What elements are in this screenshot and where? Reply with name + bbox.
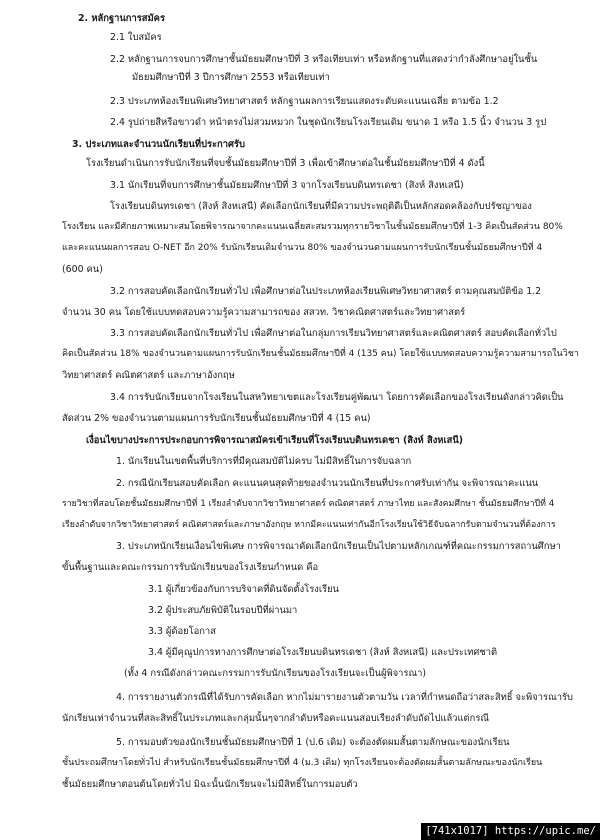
paragraph-line: จำนวน 30 คน โดยใช้แบบทดสอบความรู้ความสามารถของ สสวท. วิชาคณิตศาสตร์และวิทยาศาสตร์ bbox=[62, 307, 466, 318]
paragraph-line: (600 คน) bbox=[62, 264, 103, 275]
paragraph-line: โรงเรียน และมีศักยภาพเหมาะสมโดยพิจารณาจากคะแนนเฉลี่ยสะสมรวมทุกรายวิชาในชั้นมัธยมศึกษาปีที่ 1-3 คิดเป็นสัดส่วน 80% bbox=[62, 222, 563, 232]
list-item: 3.4 ผู้มีคุณูปการทางการศึกษาต่อโรงเรียนบดินทรเดชา (สิงห์ สิงหเสนี) และประเทศชาติ bbox=[148, 647, 498, 658]
list-item: 3.3 ผู้ด้อยโอกาส bbox=[148, 626, 216, 637]
paragraph-line: และคะแนนผลการสอบ O-NET อีก 20% รับนักเรียนเดิมจำนวน 80% ของจำนวนตามแผนการรับนักเรียนชั้นมัธยมศึกษาปีที่ 4 bbox=[62, 243, 543, 253]
paragraph-line: เรียงลำดับจากวิชาวิทยาศาสตร์ คณิตศาสตร์และภาษาอังกฤษ หากมีคะแนนเท่ากันอีกโรงเรียนใช้วิธีจับฉลากรับตามจำนวนที่ต้องการ bbox=[62, 520, 556, 530]
paragraph-line: 3.2 การสอบคัดเลือกนักเรียนทั่วไป เพื่อศึกษาต่อในประเภทห้องเรียนพิเศษวิทยาศาสตร์ ตามคุณสมบัติข้อ 1.2 bbox=[110, 286, 542, 297]
list-item: 3.2 ผู้ประสบภัยพิบัติในรอบปีที่ผ่านมา bbox=[148, 605, 298, 616]
paragraph-line: 2.3 ประเภทห้องเรียนพิเศษวิทยาศาสตร์ หลักฐานผลการเรียนแสดงระดับคะแนนเฉลี่ย ตามข้อ 1.2 bbox=[110, 96, 499, 107]
paragraph-line: สัดส่วน 2% ของจำนวนตามแผนการรับนักเรียนชั้นมัธยมศึกษาปีที่ 4 (15 คน) bbox=[62, 413, 371, 424]
paragraph-line: 2.1 ใบสมัคร bbox=[110, 32, 162, 43]
paragraph-line: มัธยมศึกษาปีที่ 3 ปีการศึกษา 2553 หรือเทียบเท่า bbox=[132, 72, 330, 83]
paragraph-line: ขั้นพื้นฐานและคณะกรรมการรับนักเรียนของโรงเรียนกำหนด คือ bbox=[62, 562, 319, 573]
section-heading: 2. หลักฐานการสมัคร bbox=[78, 13, 165, 24]
paragraph-line: 4. การรายงานตัวกรณีที่ได้รับการคัดเลือก หากไม่มารายงานตัวตามวัน เวลาที่กำหนดถือว่าสละสิทธิ์ จะพิจารณารับ bbox=[116, 692, 573, 703]
paragraph-line: ชั้นประถมศึกษาโดยทั่วไป สำหรับนักเรียนชั้นมัธยมศึกษาปีที่ 4 (ม.3 เดิม) ทุกโรงเรียนจะต้องตัดผมสั้นตามลักษณะของนักเรียน bbox=[62, 758, 543, 768]
list-item: 3.1 ผู้เกี่ยวข้องกับการบริจาคที่ดินจัดตั้งโรงเรียน bbox=[148, 584, 339, 595]
section-heading: 3. ประเภทและจำนวนนักเรียนที่ประกาศรับ bbox=[72, 139, 245, 150]
paragraph-line: คิดเป็นสัดส่วน 18% ของจำนวนตามแผนการรับนักเรียนชั้นมัธยมศึกษาปีที่ 4 (135 คน) โดยใช้แบบทดสอบความรู้ความสามารถในวิชา bbox=[62, 349, 579, 359]
paragraph-line: 3. ประเภทนักเรียนเงื่อนไขพิเศษ การพิจารณาคัดเลือกนักเรียนเป็นไปตามหลักเกณฑ์ที่คณะกรรมการสถานศึกษา bbox=[116, 541, 561, 552]
paragraph-line: นักเรียนเท่าจำนวนที่สละสิทธิ์ในประเภทและกลุ่มนั้นๆจากลำดับหรือคะแนนสอบเรียงลำดับถัดไปแล้วแต่กรณี bbox=[62, 713, 490, 724]
paragraph-line: 3.3 การสอบคัดเลือกนักเรียนทั่วไป เพื่อศึกษาต่อในกลุ่มการเรียนวิทยาศาสตร์และคณิตศาสตร์ สอบคัดเลือกทั่วไป bbox=[110, 328, 557, 339]
paragraph-line: ชั้นมัธยมศึกษาตอนต้นโดยทั่วไป มิฉะนั้นนักเรียนจะไม่มีสิทธิ์ในการมอบตัว bbox=[62, 779, 358, 790]
section-heading: เงื่อนไขบางประการประกอบการพิจารณาสมัครเข้าเรียนที่โรงเรียนบดินทรเดชา (สิงห์ สิงหเสนี) bbox=[86, 435, 464, 446]
paragraph-line: 2. กรณีนักเรียนสอบคัดเลือก คะแนนคนสุดท้ายของจำนวนนักเรียนที่ประกาศรับเท่ากัน จะพิจารณาคะแนน bbox=[116, 478, 539, 489]
paragraph-line: 1. นักเรียนในเขตพื้นที่บริการที่มีคุณสมบัติไม่ครบ ไม่มีสิทธิ์ในการจับฉลาก bbox=[116, 456, 412, 467]
paragraph-line: 2.2 หลักฐานการจบการศึกษาชั้นมัธยมศึกษาปีที่ 3 หรือเทียบเท่า หรือหลักฐานที่แสดงว่ากำลังศึกษาอยู่ในชั้น bbox=[110, 54, 538, 65]
paragraph-line: โรงเรียนบดินทรเดชา (สิงห์ สิงหเสนี) คัดเลือกนักเรียนที่มีความประพฤติดีเป็นหลักสอดคล้องกับปรัชญาของ bbox=[110, 201, 532, 212]
paragraph-line: โรงเรียนดำเนินการรับนักเรียนที่จบชั้นมัธยมศึกษาปีที่ 3 เพื่อเข้าศึกษาต่อในชั้นมัธยมศึกษาปีที่ 4 ดังนี้ bbox=[86, 158, 485, 169]
paragraph-line: 5. การมอบตัวของนักเรียนชั้นมัธยมศึกษาปีที่ 1 (ป.6 เดิม) จะต้องตัดผมสั้นตามลักษณะของนักเรียน bbox=[116, 737, 510, 748]
paragraph-line: 3.1 นักเรียนที่จบการศึกษาชั้นมัธยมศึกษาปีที่ 3 จากโรงเรียนบดินทรเดชา (สิงห์ สิงหเสนี) bbox=[110, 180, 464, 191]
paragraph-line: รายวิชาที่สอบโดยชั้นมัธยมศึกษาปีที่ 1 เรียงลำดับจากวิชาวิทยาศาสตร์ คณิตศาสตร์ ภาษาไทย และสังคมศึกษา ชั้นมัธยมศึกษาปีที่ 4 bbox=[62, 499, 555, 509]
paragraph-line: 2.4 รูปถ่ายสีหรือขาวดำ หน้าตรงไม่สวมหมวก ในชุดนักเรียนโรงเรียนเดิม ขนาด 1 หรือ 1.5 นิ้ว จำนวน 3 รูป bbox=[110, 117, 547, 128]
watermark-stamp: [741x1017] https://upic.me/ bbox=[421, 823, 600, 840]
paragraph-line: (ทั้ง 4 กรณีดังกล่าวคณะกรรมการรับนักเรียนของโรงเรียนจะเป็นผู้พิจารณา) bbox=[124, 668, 427, 679]
paragraph-line: วิทยาศาสตร์ คณิตศาสตร์ และภาษาอังกฤษ bbox=[62, 370, 235, 381]
paragraph-line: 3.4 การรับนักเรียนจากโรงเรียนในสหวิทยาเขตและโรงเรียนคู่พัฒนา โดยการคัดเลือกของโรงเรียนดังกล่าวคิดเป็น bbox=[110, 392, 564, 403]
